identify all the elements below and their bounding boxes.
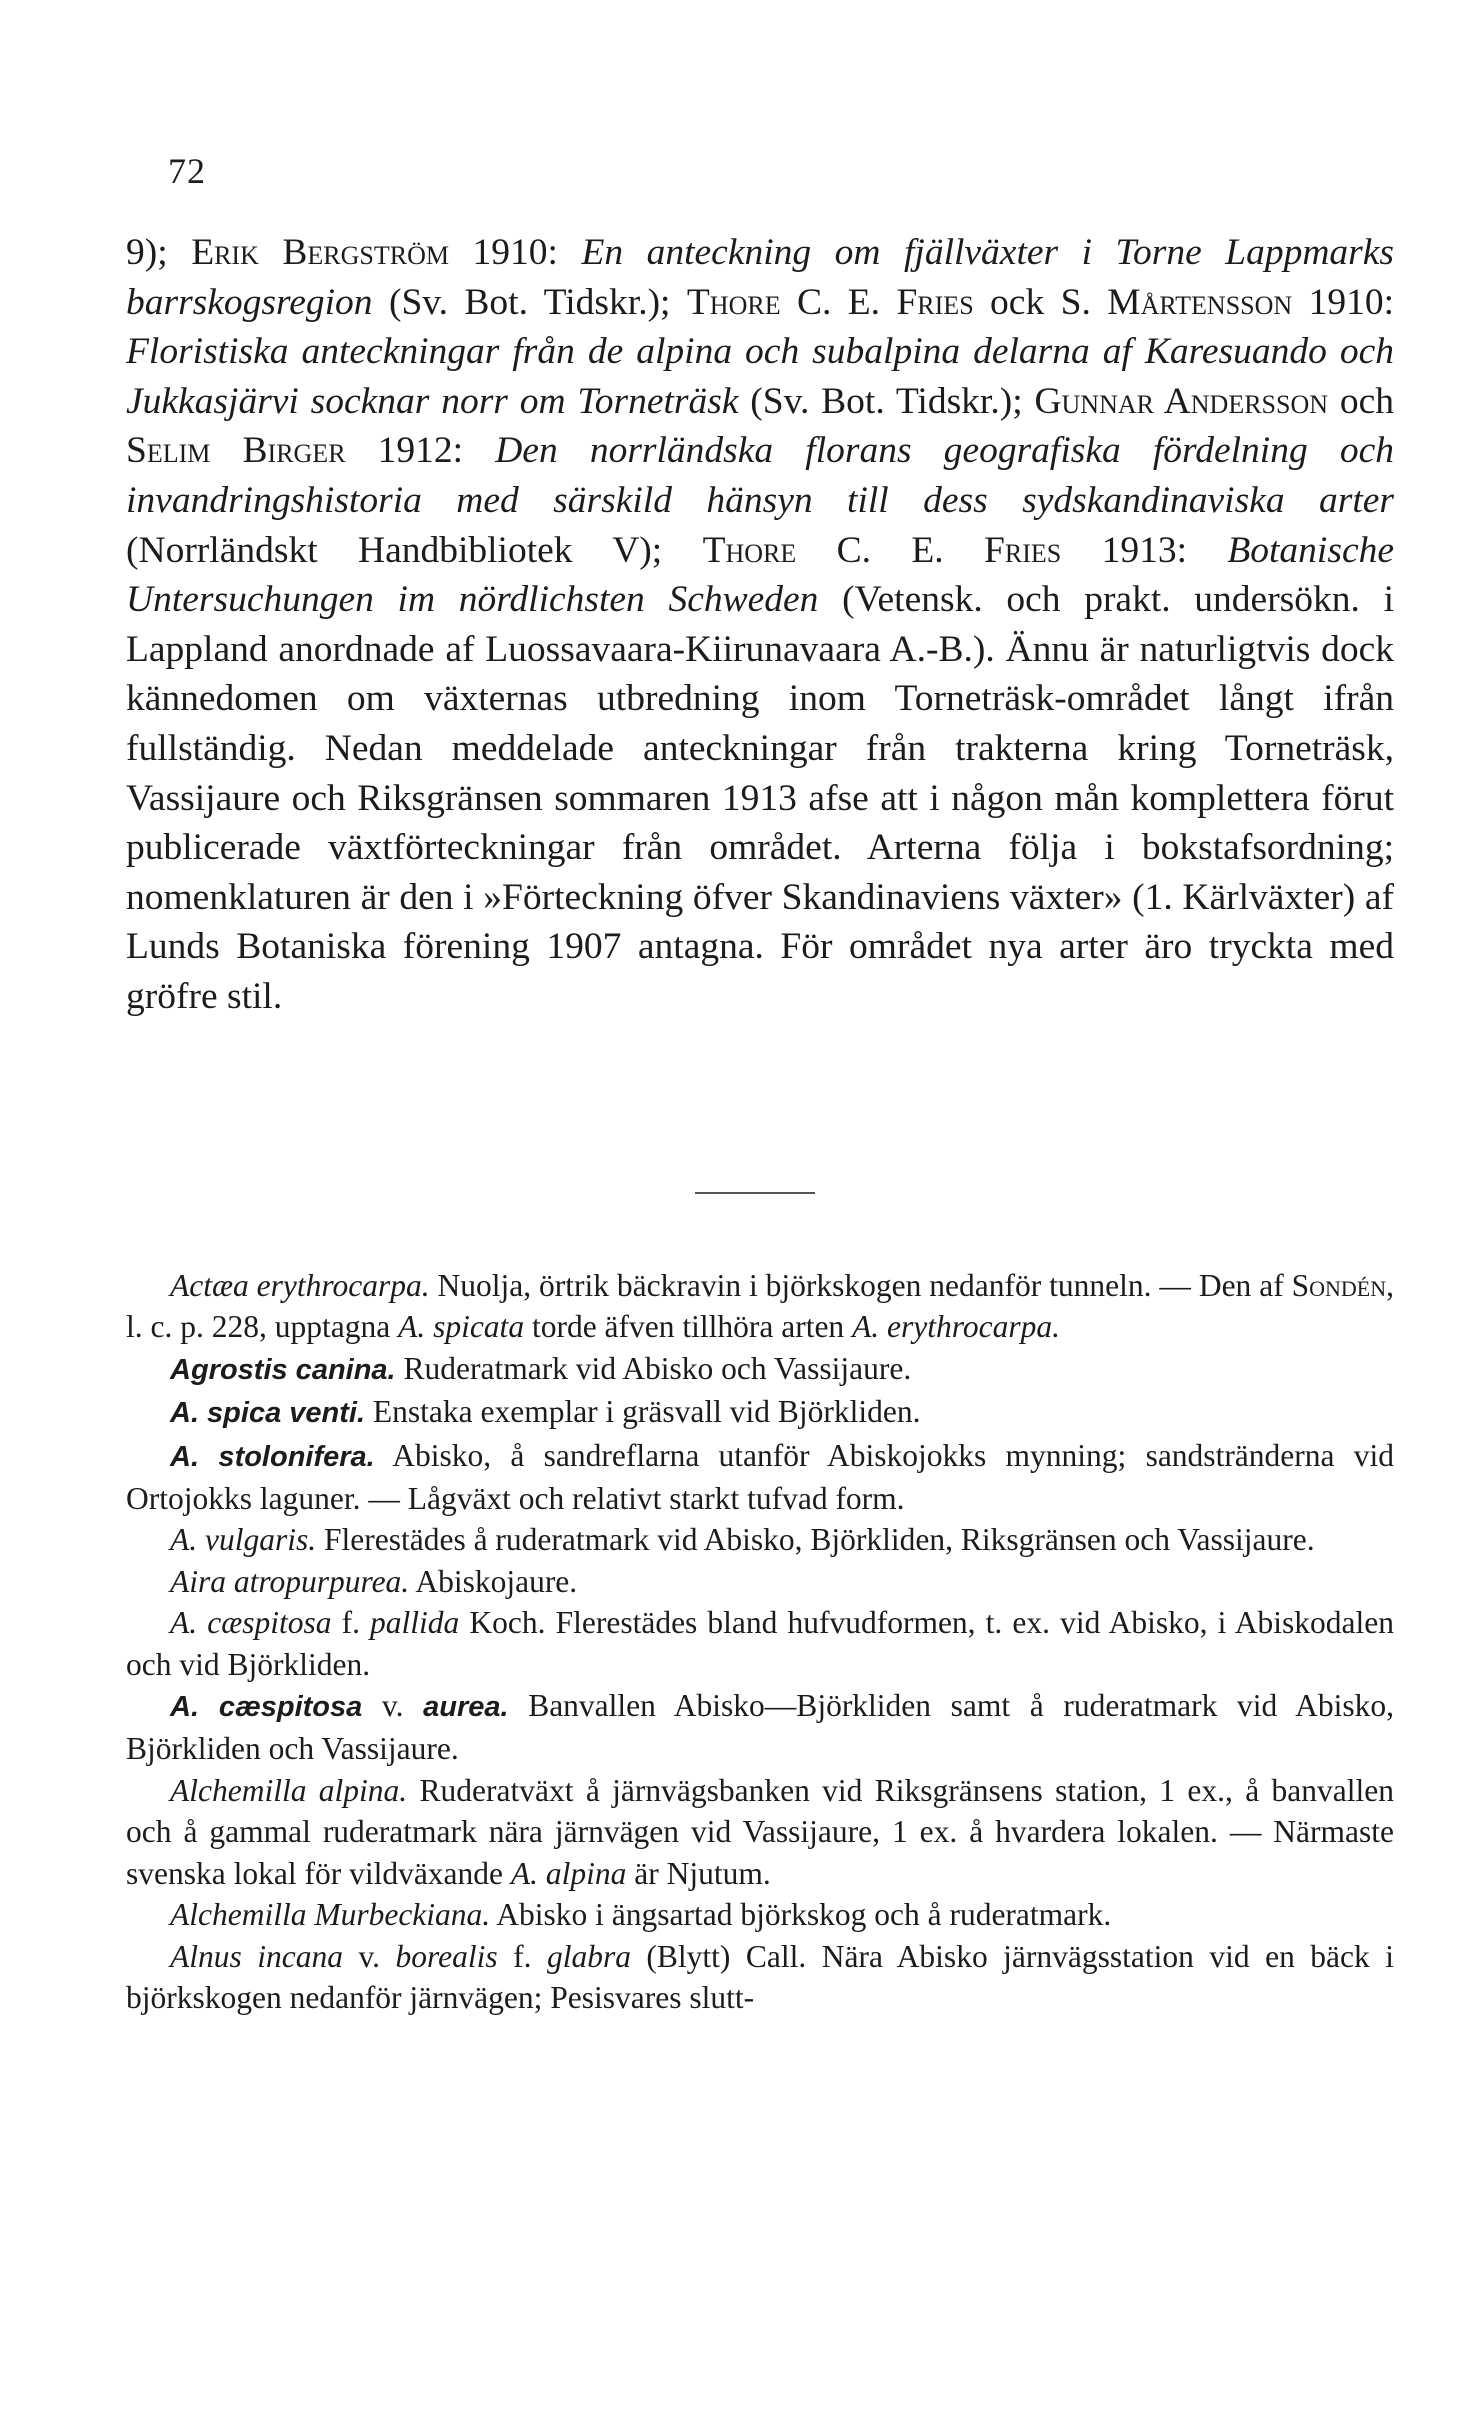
author: Erik Bergström: [191, 232, 449, 273]
species-list: [126, 1265, 1394, 2018]
intro-text: 9); Erik Bergström 1910: En anteckning om fjällväxter i Torne Lappmarks barrskogsregion (Sv. Bot. Tidskr.); Thore C. E. Fries ock S. Mårtensson 1910: Floristiska anteckningar från de alpina och subalpina delarna af Karesuando och Jukkasjärvi socknar norr om Torneträsk (Sv. Bot. Tidskr.); Gunnar Andersson och Selim Birger 1912: Den norrländska florans geografiska fördelning och invandringshistoria med särskild hänsyn till dess sydskandinaviska arter (Norrländskt Handbibliotek V); Thore C. E. Fries 1913: Botanische Untersuchungen im nördlichsten Schweden (Vetensk. och prakt. undersökn. i Lappland anordnade af Luossavaara-Kiirunavaara A.-B.). Ännu är naturligtvis dock kännedomen om växternas utbredning inom Torneträsk-området långt ifrån fullständig. Nedan meddelade anteckningar från trakterna kring Torneträsk, Vassijaure och Riksgränsen sommaren 1913 afse att i någon mån komplettera förut publicerade växtförteckningar från området. Arterna följa i bokstafsordning; nomenklaturen är den i »Förteckning öfver Skandinaviens växter» (1. Kärlväxter) af Lunds Botaniska förening 1907 antagna. För området nya arter äro tryckta med gröfre stil.: [126, 232, 1394, 1017]
species-entry: Aira atropurpurea. Abiskojaure.: [170, 1563, 578, 1599]
species-entry: A. spica venti. Enstaka exemplar i gräsvall vid Björkliden.: [170, 1394, 921, 1430]
author: Thore C. E. Fries: [686, 281, 974, 323]
intro-paragraph: [126, 228, 1394, 1022]
species-entry: A. vulgaris. Flerestädes å ruderatmark vid Abisko, Björkliden, Riksgränsen och Vassijaure.: [170, 1522, 1315, 1558]
species-entry: A. cæspitosa v. aurea. Banvallen Abisko—Björkliden samt å ruderatmark vid Abisko, Björkliden och Vassijaure.: [126, 1688, 1394, 1767]
author: Thore C. E. Fries: [702, 529, 1062, 571]
species-entry: A. stolonifera. Abisko, å sandreflarna utanför Abiskojokks mynning; sandstränderna vid Ortojokks laguner. — Lågväxt och relativt starkt tufvad form.: [126, 1437, 1394, 1517]
author: Gunnar Andersson: [1034, 380, 1329, 422]
page-number: 72: [168, 151, 206, 191]
work-title: En anteckning om fjällväxter i Torne Lappmarks barrskogsregion: [126, 232, 1394, 323]
work-title: Den norrländska florans geografiska fördelning och invandringshistoria med särskild hänsyn till dess sydskandinaviska arter: [126, 430, 1394, 521]
species-entry: Actæa erythrocarpa. Nuolja, örtrik bäckravin i björkskogen nedanför tunneln. — Den af Sondén, l. c. p. 228, upptagna A. spicata torde äfven tillhöra arten A. erythrocarpa.: [126, 1268, 1394, 1345]
species-entry: Agrostis canina. Ruderatmark vid Abisko och Vassijaure.: [170, 1350, 912, 1386]
section-divider: [695, 1192, 815, 1194]
work-title: Botanische Untersuchungen im nördlichsten Schweden: [126, 529, 1394, 621]
species-entry: Alchemilla alpina. Ruderatväxt å järnvägsbanken vid Riksgränsens station, 1 ex., å banvallen och å gammal ruderatmark nära järnvägen vid Vassijaure, 1 ex. å hvardera lokalen. — Närmaste svenska lokal för vildväxande A. alpina är Njutum.: [126, 1772, 1394, 1891]
author: Mårtensson: [1107, 281, 1293, 323]
species-entry: A. cæspitosa f. pallida Koch. Flerestädes bland hufvudformen, t. ex. vid Abisko, i Abiskodalen och vid Björkliden.: [126, 1605, 1394, 1682]
work-title: Floristiska anteckningar från de alpina och subalpina delarna af Karesuando och Jukkasjärvi socknar norr om Torneträsk: [126, 331, 1394, 422]
species-entry: Alnus incana v. borealis f. glabra (Blytt) Call. Nära Abisko järnvägsstation vid en bäck i björkskogen nedanför järnvägen; Pesisvares slutt-: [126, 1938, 1394, 2015]
author: Selim Birger: [126, 430, 346, 472]
species-entry: Alchemilla Murbeckiana. Abisko i ängsartad björkskog och å ruderatmark.: [170, 1897, 1112, 1933]
